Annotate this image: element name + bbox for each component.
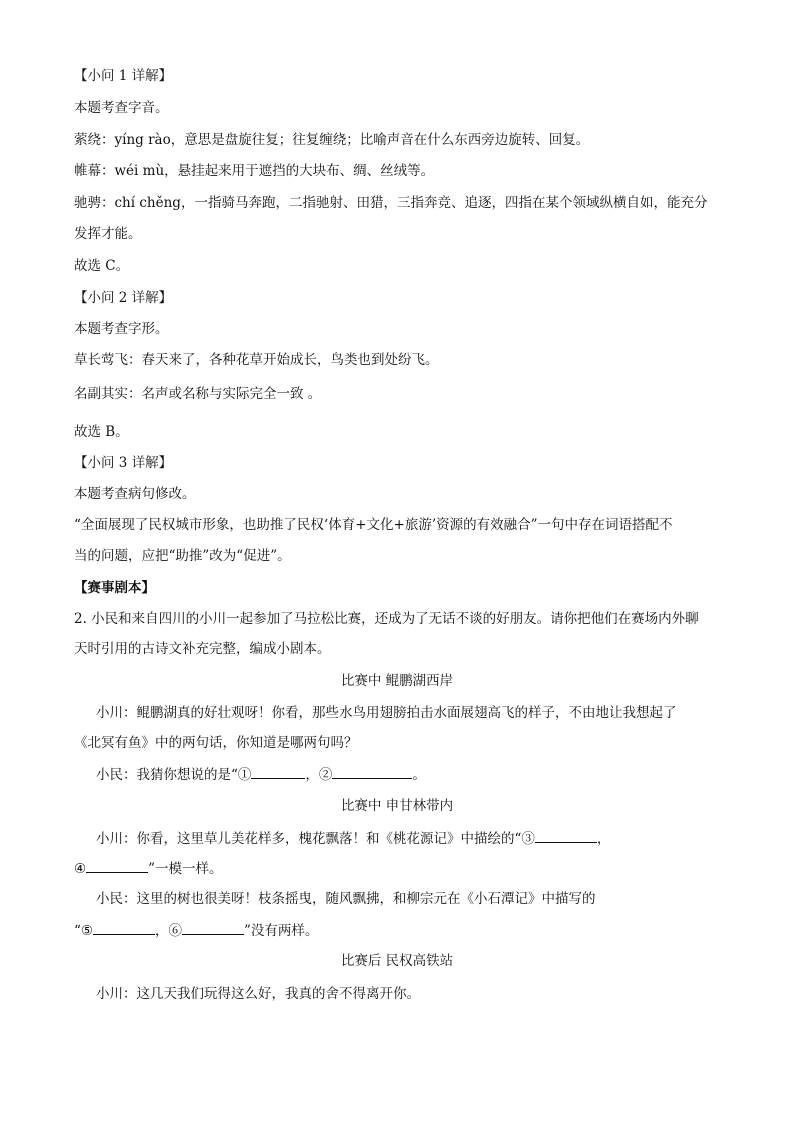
scene3-xiaochuan-line1: 小川：这几天我们玩得这么好，我真的舍不得离开你。 [96,986,420,1002]
q2-item-mingfuqishi: 名副其实：名声或名称与实际完全一致 。 [74,386,322,402]
q3-heading: 【小问 3 详解】 [74,455,173,471]
scene3-title: 比赛后 民权高铁站 [340,953,454,969]
answer-blank-3[interactable] [535,828,597,843]
answer-blank-5[interactable] [93,920,155,935]
q3-intro: 本题考查病句修改。 [74,486,196,502]
q1-item-weimu: 帷幕：wéi mù，悬挂起来用于遮挡的大块布、绸、丝绒等。 [74,163,435,179]
q2-item-caozhangyingfei: 草长莺飞：春天来了，各种花草开始成长，鸟类也到处纷飞。 [74,352,439,368]
answer-blank-1[interactable] [251,764,305,779]
scene2-xiaomin-line2-prefix: “⑤ [74,923,94,939]
q1-item-chicheng-line1: 驰骋：chí chěng，一指骑马奔跑，二指驰射、田猎，三指奔竞、追逐，四指在某个领域纵横自如，能充分 [74,195,708,211]
scene2-xiaochuan-line2-prefix: ④ [74,861,87,877]
scene2-xiaochuan-line1 [96,828,610,849]
q1-heading: 【小问 1 详解】 [74,68,173,84]
q3-body-line1: “全面展现了民权城市形象，也助推了民权‘体育+文化+旅游’资源的有效融合”一句中存在词语搭配不 [74,517,673,533]
scene1-xiaomin-end: 。 [412,767,426,783]
question-2-line2: 天时引用的古诗文补充完整，编成小剧本。 [74,641,331,657]
scene1-xiaomin-line [96,764,426,785]
q3-body-line2: 当的问题，应把“助推”改为“促进”。 [74,548,291,564]
q2-answer: 故选 B。 [74,424,129,440]
answer-blank-2[interactable] [332,764,412,779]
q1-answer: 故选 C。 [74,258,130,274]
scene1-title: 比赛中 鲲鹏湖西岸 [340,673,454,689]
q1-item-yingrao: 萦绕：yíng rào，意思是盘旋往复；往复缠绕；比喻声音在什么东西旁边旋转、回复。 [74,132,590,148]
scene1-xiaochuan-line1: 小川：鲲鹏湖真的好壮观呀！你看，那些水鸟用翅膀拍击水面展翅高飞的样子，不由地让我想起了 [96,705,677,721]
scene1-xiaomin-sep: ，② [305,767,333,783]
q2-heading: 【小问 2 详解】 [74,290,173,306]
q2-intro: 本题考查字形。 [74,321,169,337]
scene2-xiaochuan-line2 [74,858,223,879]
scene2-xiaomin-line2 [74,920,318,941]
scene2-xiaochuan-text: 小川：你看，这里草儿美花样多，槐花飘落！和《桃花源记》中描绘的“③ [96,831,535,847]
scene2-xiaomin-line2-sep: ，⑥ [155,923,183,939]
answer-blank-4[interactable] [86,858,148,873]
scene1-xiaochuan-line2: 《北冥有鱼》中的两句话，你知道是哪两句吗？ [74,735,358,751]
scene2-title: 比赛中 申甘林带内 [340,798,454,814]
scene1-xiaomin-prefix: 小民：我猜你想说的是“① [96,767,252,783]
scene2-xiaomin-line2-end: ”没有两样。 [244,923,319,939]
answer-blank-6[interactable] [182,920,244,935]
scene2-xiaochuan-line2-end: ”一模一样。 [148,861,223,877]
q1-intro: 本题考查字音。 [74,100,169,116]
question-2-line1: 2. 小民和来自四川的小川一起参加了马拉松比赛，还成为了无话不谈的好朋友。请你把他们在赛场内外聊 [74,611,699,627]
scene2-xiaomin-line1: 小民：这里的树也很美呀！枝条摇曳，随风飘拂，和柳宗元在《小石潭记》中描写的 [96,891,596,907]
section-title: 【赛事剧本】 [74,580,155,596]
scene2-xiaochuan-line1-end: ， [596,831,611,847]
q1-item-chicheng-line2: 发挥才能。 [74,226,142,242]
